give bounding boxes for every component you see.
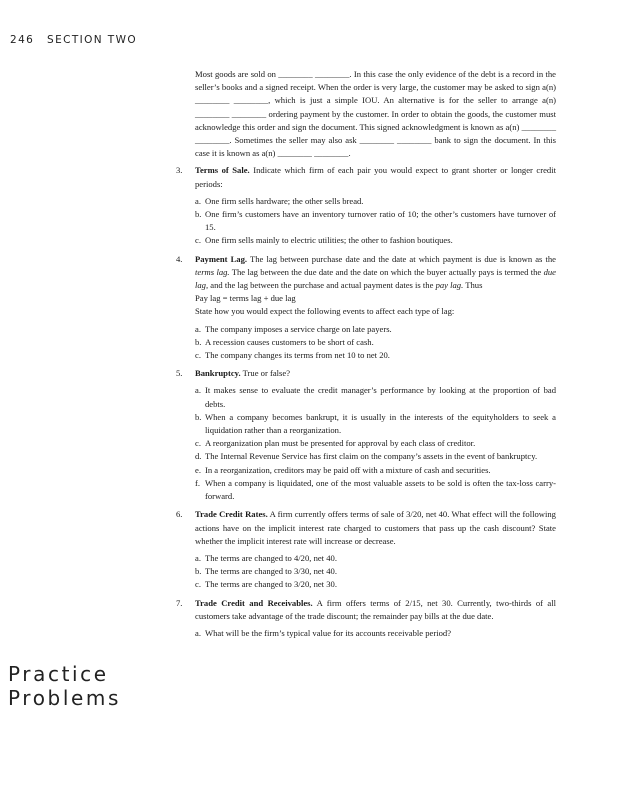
sub-item [195,437,556,450]
question-stem [195,253,556,293]
sub-item-label: b. [195,209,202,220]
intro-paragraph: Most goods are sold on ________ ________. In this case the only evidence of the debt is a record in the seller’s books and a signed receipt. When the order is very large, the customer may be asked to sign a(n) ________ ________, which is just a simple IOU. An alternative is for the seller to arrange a(n) ________ ________ ordering payment by the customer. In order to obtain the goods, the customer must acknowledge this order and sign the document. This signed acknowledgment is known as a(n) ________ ________. Sometimes the seller may also ask ________ ________ bank to sign the document. In this case it is known as a(n) ________ ________. [195,69,556,159]
sub-item [195,195,556,208]
sub-item-label: d. [195,451,202,462]
sub-item-text: The terms are changed to 4/20, net 40. [205,552,337,563]
question-text: Thus [463,280,483,291]
sub-item-label: b. [195,566,202,577]
sub-item-label: b. [195,336,202,347]
sub-item-list [195,552,556,592]
sub-item-label: a. [195,195,201,206]
question-stem [195,367,556,380]
question-stem [195,597,556,623]
question-title: Payment Lag. [195,253,248,264]
sub-item-label: b. [195,411,202,422]
sub-item-text: A recession causes customers to be short of cash. [205,336,374,347]
sub-item-text: It makes sense to evaluate the credit manager’s performance by looking at the proportion of bad debts. [205,385,556,409]
sub-item-label: a. [195,323,201,334]
sub-item [195,450,556,463]
sub-item-label: c. [195,438,201,449]
question-6 [176,508,556,591]
main-text [176,68,556,645]
sub-item [195,323,556,336]
sub-item-list [195,195,556,248]
question-5 [176,367,556,503]
sub-item-label: e. [195,464,201,475]
sub-item-label: c. [195,350,201,361]
sub-item [195,565,556,578]
sub-item-text: When a company becomes bankrupt, it is usually in the interests of the equityholders to seek a liquidation rather than a reorganization. [205,411,556,436]
question-title: Terms of Sale. [195,165,250,176]
sub-item-label: c. [195,235,201,246]
sub-item [195,384,556,410]
question-title: Bankruptcy. [195,368,241,379]
formula: Pay lag = terms lag + due lag [195,293,296,304]
question-text: A firm currently offers terms of sale of 3/20, net 40. What effect will the following actions have on the implicit interest rate charged to customers that pass up the cash discount? State whether the implicit interest rate will increase or decrease. [195,509,556,546]
question-stem [195,164,556,190]
sub-item-text: What will be the firm’s typical value for its accounts receivable period? [205,627,452,638]
sub-item-label: f. [195,477,201,488]
sub-item-list [195,627,556,640]
question-text: True or false? [242,368,291,379]
heading-line: Problems [8,686,121,710]
question-text: Indicate which firm of each pair you would expect to grant shorter or longer credit periods: [195,165,556,189]
sub-item [195,349,556,362]
question-title: Trade Credit and Receivables. [195,597,313,608]
sub-item-label: a. [195,627,201,638]
sub-item [195,477,556,503]
sub-item-text: When a company is liquidated, one of the most valuable assets to be sold is often the tax-loss carry-forward. [205,477,556,502]
question-number: 6. [176,509,183,520]
sub-item [195,464,556,477]
question-stem [195,508,556,548]
section-title: SECTION TWO [47,34,138,46]
question-7 [176,597,556,641]
sub-item [195,552,556,565]
sub-item-text: The terms are changed to 3/20, net 30. [205,579,337,590]
sub-item-text: The terms are changed to 3/30, net 40. [205,566,337,577]
question-3 [176,164,556,247]
question-subtext: State how you would expect the following events to affect each type of lag: [195,306,455,317]
sub-item [195,411,556,437]
sub-item-text: One firm sells mainly to electric utilities; the other to fashion boutiques. [205,235,453,246]
sub-item-label: a. [195,385,201,396]
question-text: The lag between purchase date and the date at which payment is due is known as the [250,253,556,264]
question-text: The lag between the due date and the date on which the buyer actually pays is termed the [229,266,544,277]
sub-item-label: c. [195,579,201,590]
sub-item-text: The company imposes a service charge on late payers. [205,323,392,334]
question-text: and the lag between the purchase and actual payment dates is the [208,280,436,291]
running-header [10,34,137,46]
sub-item [195,208,556,234]
sub-item-label: a. [195,552,201,563]
term-terms-lag: terms lag. [195,266,230,277]
sub-item-list [195,384,556,503]
term-pay-lag: pay lag. [435,280,464,291]
question-4 [176,253,556,363]
term-due-lag: due lag, [195,266,556,291]
question-number: 7. [176,597,183,608]
sub-item-text: The company changes its terms from net 10 to net 20. [205,350,390,361]
page-number: 246 [10,34,35,46]
question-number: 5. [176,368,183,379]
sub-item-text: One firm sells hardware; the other sells bread. [205,195,364,206]
sub-item [195,234,556,247]
question-title: Trade Credit Rates. [195,509,268,520]
question-number: 3. [176,165,183,176]
sub-item-text: A reorganization plan must be presented for approval by each class of creditor. [205,438,476,449]
question-text: A firm offers terms of 2/15, net 30. Currently, two-thirds of all customers take advantage of the trade discount; the remainder pay bills at the due date. [195,597,556,621]
practice-problems-heading [8,662,121,710]
sub-item [195,578,556,591]
sub-item-text: In a reorganization, creditors may be paid off with a mixture of cash and securities. [205,464,491,475]
sub-item [195,627,556,640]
sub-item [195,336,556,349]
question-number: 4. [176,253,183,264]
sub-item-list [195,323,556,363]
heading-line: Practice [8,662,109,686]
sub-item-text: One firm’s customers have an inventory turnover ratio of 10; the other’s customers have turnover of 15. [205,209,556,233]
sub-item-text: The Internal Revenue Service has first claim on the company’s assets in the event of bankruptcy. [205,451,538,462]
